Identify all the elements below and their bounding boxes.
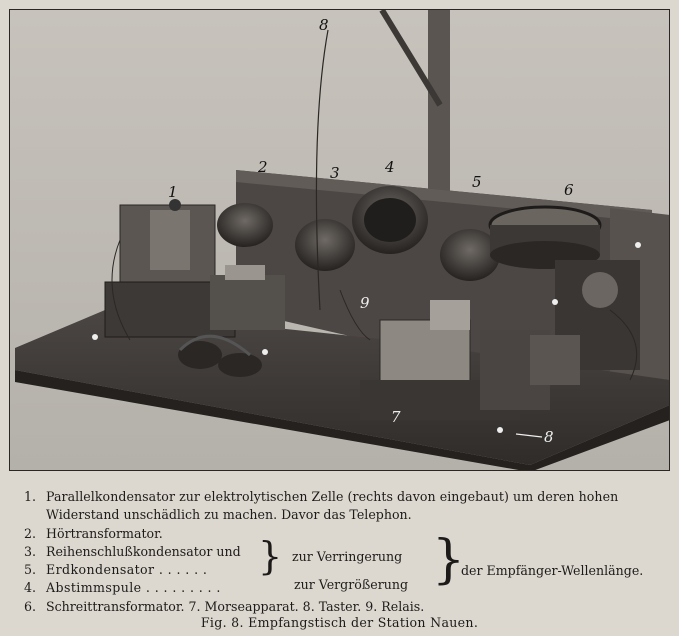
label-6: 6 (564, 181, 574, 199)
legend-text-5: Erdkondensator . . . . . . (46, 562, 208, 578)
label-8-top: 8 (319, 16, 329, 34)
label-4: 4 (385, 158, 395, 176)
legend-text-3: Reihenschlußkondensator und (46, 543, 241, 559)
legend-text-2: Hörtransformator. (46, 525, 163, 541)
brace-large-icon: } (432, 530, 466, 590)
label-5: 5 (472, 173, 482, 191)
wavelength-note: der Empfänger-Wellenlänge. (461, 563, 644, 578)
legend-num-2: 2. (24, 525, 37, 541)
legend-text-6: Schreittransformator. 7. Morseapparat. 8. Taster. 9. Relais. (46, 598, 425, 614)
photo-illustration (10, 10, 670, 471)
label-8-bottom: 8 (544, 428, 554, 446)
legend-num-6: 6. (24, 598, 37, 614)
legend-num-4: 4. (24, 580, 37, 596)
label-1: 1 (168, 183, 178, 201)
decrease-note: zur Verringerung (292, 549, 403, 564)
legend-num-3: 3. (24, 543, 37, 559)
figure-caption: Fig. 8. Empfangstisch der Station Nauen. (200, 615, 479, 630)
label-7: 7 (391, 408, 401, 426)
legend-item-2 (24, 525, 664, 543)
legend-num-5: 5. (24, 562, 37, 578)
legend-item-1-cont (24, 506, 664, 524)
legend-num-1: 1. (24, 489, 37, 504)
legend-text-4: Abstimmspule . . . . . . . . . (46, 580, 221, 596)
brace-small-icon: } (258, 534, 283, 578)
label-2: 2 (258, 158, 268, 176)
legend-item-6 (24, 598, 664, 616)
legend-text-1-line2: Widerstand unschädlich zu machen. Davor das Telephon. (46, 507, 412, 523)
legend (24, 488, 664, 616)
legend-item-1 (24, 488, 664, 506)
increase-note: zur Vergrößerung (294, 577, 409, 592)
legend-text-1-line1: Parallelkondensator zur elektrolytischen Zelle (rechts davon eingebaut) um deren hohen (46, 489, 619, 504)
label-3: 3 (330, 164, 340, 182)
label-9: 9 (360, 294, 370, 312)
photograph-receiving-table (9, 9, 670, 471)
